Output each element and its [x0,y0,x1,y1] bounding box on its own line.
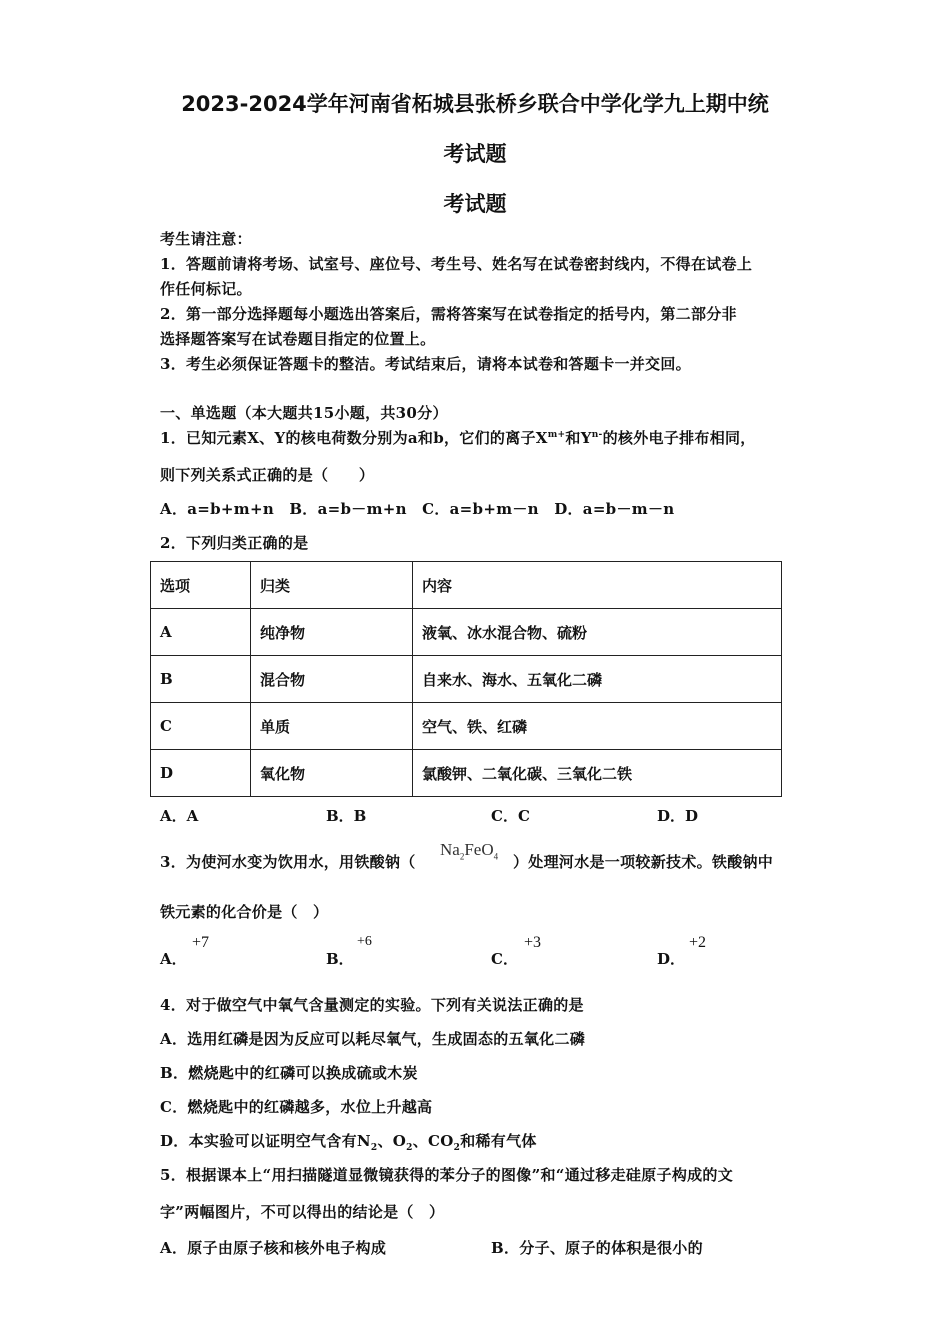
page-title: 2023-2024学年河南省柘城县张桥乡联合中学化学九上期中统 [181,92,769,116]
sodium-ferrate-formula: $Na_2FeO_4$ [440,840,499,862]
question-3-stem-cont: 铁元素的化合价是（ ） [160,903,329,921]
table-cell: 氧化物 [251,750,413,797]
notice-item-3: 3．考生必须保证答题卡的整洁。考试结束后，请将本试卷和答题卡一并交回。 [160,355,691,373]
table-cell: 空气、铁、红磷 [413,703,782,750]
question-5-option-b: B．分子、原子的体积是很小的 [491,1239,703,1257]
classification-table [150,561,782,797]
notice-item-1: 1．答题前请将考场、试室号、座位号、考生号、姓名写在试卷密封线内，不得在试卷上 [160,255,753,273]
table-header-row [151,562,782,609]
notice-item-2: 2．第一部分选择题每小题选出答案后，需将答案写在试卷指定的括号内，第二部分非 [160,305,737,323]
question-2-option-b: B．B [326,807,367,825]
table-cell: 混合物 [251,656,413,703]
table-cell: 液氧、冰水混合物、硫粉 [413,609,782,656]
question-4-option-b: B．燃烧匙中的红磷可以换成硫或木炭 [160,1064,418,1082]
table-row [151,750,782,797]
table-row [151,609,782,656]
question-3-label-d: D． [657,950,686,968]
question-3-label-c: C． [491,950,518,968]
table-header-cell: 内容 [413,562,782,609]
notice-item-1-cont: 作任何标记。 [160,280,252,298]
question-3-value-d: +2 [689,934,707,951]
question-4-stem: 4．对于做空气中氧气含量测定的实验。下列有关说法正确的是 [160,996,584,1014]
question-3-stem-end: ）处理河水是一项较新技术。铁酸钠中 [513,853,774,871]
table-row [151,703,782,750]
question-3-label-b: B． [326,950,354,968]
question-3-value-c: +3 [524,934,542,951]
table-cell: 纯净物 [251,609,413,656]
page-subtitle-2: 考试题 [443,192,507,216]
question-4-option-d: D．本实验可以证明空气含有$N_2$、$O_2$、$CO_2$和稀有气体 [160,1132,537,1153]
question-5-stem: 5．根据课本上“用扫描隧道显微镜获得的苯分子的图像”和“通过移走硅原子构成的文 [160,1166,734,1184]
table-row [151,656,782,703]
notice-heading: 考生请注意： [160,230,252,248]
table-header-cell: 归类 [251,562,413,609]
question-1-stem: 1．已知元素X、Y的核电荷数分别为a和b，它们的离子$X^{m+}$和$Y^{n-}$的核外电子排布相同， [160,429,756,447]
table-cell: D [151,750,251,797]
question-2-option-c: C．C [491,807,530,825]
question-5-stem-cont: 字”两幅图片，不可以得出的结论是（ ） [160,1203,445,1221]
table-cell: 单质 [251,703,413,750]
question-2-option-d: D．D [657,807,699,825]
table-cell: B [151,656,251,703]
section-heading: 一、单选题（本大题共15小题，共30分） [160,404,448,422]
question-5-option-a: A．原子由原子核和核外电子构成 [160,1239,387,1257]
question-2-option-a: A．A [160,807,199,825]
question-3-label-a: A． [160,950,187,968]
question-4-option-c: C．燃烧匙中的红磷越多，水位上升越高 [160,1098,433,1116]
question-3-value-a: +7 [192,934,210,951]
table-cell: C [151,703,251,750]
table-cell: 氯酸钾、二氧化碳、三氧化二铁 [413,750,782,797]
question-3-stem: 3．为使河水变为饮用水，用铁酸钠（ [160,853,416,871]
table-cell: A [151,609,251,656]
question-4-option-a: A．选用红磷是因为反应可以耗尽氧气，生成固态的五氧化二磷 [160,1030,586,1048]
notice-item-2-cont: 选择题答案写在试卷题目指定的位置上。 [160,330,436,348]
question-1-stem-cont: 则下列关系式正确的是（ ） [160,466,375,484]
table-header-cell: 选项 [151,562,251,609]
question-3-value-b: +6 [357,934,372,949]
question-1-options: A．a=b+m+n B．a=b－m+n C．a=b+m－n D．a=b－m－n [160,500,675,518]
table-cell: 自来水、海水、五氧化二磷 [413,656,782,703]
question-2-stem: 2．下列归类正确的是 [160,534,309,552]
page-subtitle: 考试题 [443,142,507,166]
